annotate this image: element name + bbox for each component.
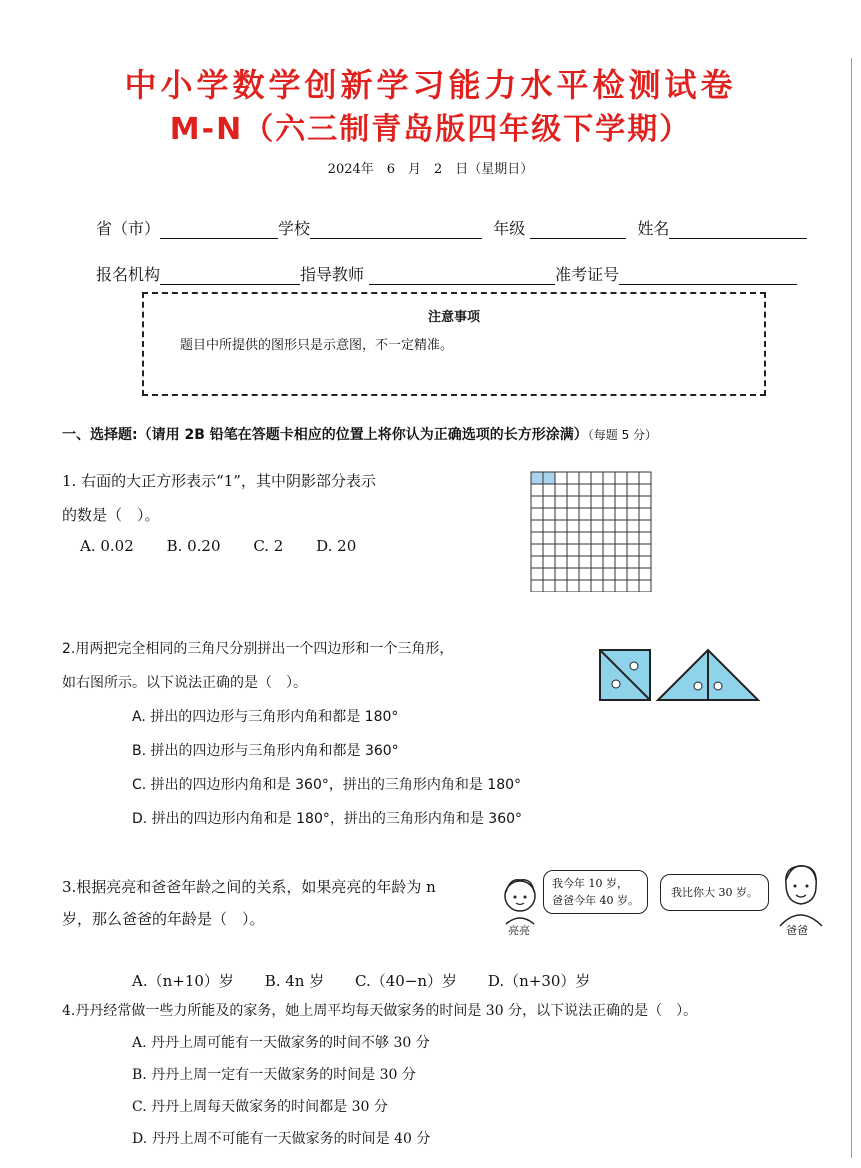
- q2-option-b[interactable]: B. 拼出的四边形与三角形内角和都是 360°: [132, 743, 399, 759]
- child-speech-line-1: 我今年 10 岁，: [552, 877, 628, 890]
- grid-cell: [567, 544, 579, 556]
- grid-cell: [603, 484, 615, 496]
- grid-cell: [591, 580, 603, 592]
- grid-cell: [531, 556, 543, 568]
- province-label: 省（市）: [96, 219, 161, 238]
- section-1-header: [62, 424, 657, 444]
- grid-cell: [567, 556, 579, 568]
- q4-text-1: 4.丹丹经常做一些力所能及的家务，她上周平均每天做家务的时间是 30 分，以下说法正确的是（ ）。: [62, 1003, 698, 1019]
- province-field[interactable]: [160, 222, 278, 239]
- q3-options: [132, 970, 590, 991]
- grid-cell: [591, 556, 603, 568]
- grid-cell: [639, 496, 651, 508]
- dad-label: 爸爸: [786, 924, 808, 937]
- grid-cell: [627, 484, 639, 496]
- grid-cell: [567, 532, 579, 544]
- grid-cell: [639, 484, 651, 496]
- dad-speech-line: 我比你大 30 岁。: [671, 886, 758, 899]
- grid-cell: [531, 496, 543, 508]
- exam-id-field[interactable]: [619, 268, 797, 285]
- grid-cell: [543, 580, 555, 592]
- q1-option-b[interactable]: B. 0.20: [166, 537, 221, 555]
- q3-option-c[interactable]: C.（40−n）岁: [355, 972, 458, 990]
- grid-cell: [615, 568, 627, 580]
- grid-cell: [627, 496, 639, 508]
- grid-cell: [615, 556, 627, 568]
- grid-cell: [579, 532, 591, 544]
- grid-cell: [639, 520, 651, 532]
- grid-cell: [603, 532, 615, 544]
- grid-cell: [639, 532, 651, 544]
- q1-option-d[interactable]: D. 20: [316, 537, 357, 555]
- grid-cell: [591, 544, 603, 556]
- teacher-label: 指导教师: [300, 265, 365, 284]
- grid-cell: [531, 568, 543, 580]
- grid-cell: [591, 568, 603, 580]
- grid-cells: [531, 472, 651, 592]
- grid-cell: [579, 472, 591, 484]
- notice-box: [142, 292, 766, 396]
- school-field[interactable]: [310, 222, 482, 239]
- q1-option-c[interactable]: C. 2: [253, 537, 284, 555]
- grid-cell: [555, 568, 567, 580]
- grid-cell: [603, 568, 615, 580]
- grid-cell: [591, 472, 603, 484]
- square-from-triangles: [600, 650, 650, 700]
- q4-option-d[interactable]: D. 丹丹上周不可能有一天做家务的时间是 40 分: [132, 1131, 431, 1147]
- grid-cell: [603, 544, 615, 556]
- grid-cell: [615, 532, 627, 544]
- grid-cell: [627, 580, 639, 592]
- grid-cell: [531, 532, 543, 544]
- grid-cell: [579, 556, 591, 568]
- shaded-grid-cell: [531, 472, 543, 484]
- shaded-grid-cell: [543, 472, 555, 484]
- grid-cell: [543, 532, 555, 544]
- grid-cell: [555, 520, 567, 532]
- page-edge-line: [851, 58, 852, 1158]
- grid-cell: [531, 520, 543, 532]
- q3-option-a[interactable]: A.（n+10）岁: [132, 972, 234, 990]
- grid-cell: [579, 508, 591, 520]
- institution-field[interactable]: [160, 268, 300, 285]
- q1-option-a[interactable]: A. 0.02: [80, 537, 134, 555]
- grid-cell: [603, 580, 615, 592]
- q3-option-b[interactable]: B. 4n 岁: [264, 972, 325, 990]
- grid-cell: [591, 508, 603, 520]
- grid-cell: [603, 472, 615, 484]
- child-label: 亮亮: [508, 924, 530, 937]
- grid-cell: [615, 496, 627, 508]
- grid-cell: [555, 496, 567, 508]
- grid-cell: [543, 508, 555, 520]
- grid-cell: [555, 544, 567, 556]
- grid-cell: [543, 544, 555, 556]
- grid-cell: [555, 532, 567, 544]
- grid-cell: [543, 556, 555, 568]
- school-label: 学校: [278, 219, 311, 238]
- grid-cell: [603, 520, 615, 532]
- grid-cell: [627, 472, 639, 484]
- grid-cell: [627, 544, 639, 556]
- grid-cell: [567, 580, 579, 592]
- grid-cell: [591, 496, 603, 508]
- grid-cell: [627, 532, 639, 544]
- grid-cell: [627, 508, 639, 520]
- dad-speech-bubble: [660, 874, 769, 911]
- grade-field[interactable]: [530, 222, 626, 239]
- grid-cell: [531, 580, 543, 592]
- grid-cell: [639, 472, 651, 484]
- grid-cell: [579, 580, 591, 592]
- name-label: 姓名: [637, 219, 670, 238]
- grid-cell: [591, 520, 603, 532]
- grid-cell: [639, 556, 651, 568]
- grid-cell: [603, 496, 615, 508]
- grid-cell: [579, 568, 591, 580]
- grid-cell: [639, 580, 651, 592]
- child-speech-bubble: [543, 870, 648, 914]
- grid-cell: [567, 508, 579, 520]
- q3-text-1: 3.根据亮亮和爸爸年龄之间的关系，如果亮亮的年龄为 n: [62, 878, 436, 896]
- grid-cell: [543, 496, 555, 508]
- q3-text-2: 岁，那么爸爸的年龄是（ ）。: [62, 910, 265, 928]
- grade-label: 年级: [493, 219, 526, 238]
- name-field[interactable]: [669, 222, 807, 239]
- q1-options: [80, 537, 356, 555]
- grid-cell: [579, 520, 591, 532]
- section-1-title: 一、选择题:（请用 2B 铅笔在答题卡相应的位置上将你认为正确选项的长方形涂满）: [62, 427, 588, 443]
- q2-option-c[interactable]: C. 拼出的四边形内角和是 360°，拼出的三角形内角和是 180°: [132, 777, 522, 793]
- exam-subtitle: M-N（六三制青岛版四年级下学期）: [169, 112, 692, 147]
- grid-cell: [591, 532, 603, 544]
- grid-cell: [615, 520, 627, 532]
- grid-cell: [567, 568, 579, 580]
- q2-option-d[interactable]: D. 拼出的四边形内角和是 180°，拼出的三角形内角和是 360°: [132, 811, 523, 827]
- grid-cell: [543, 568, 555, 580]
- q4-option-c[interactable]: C. 丹丹上周每天做家务的时间都是 30 分: [132, 1099, 388, 1115]
- info-row-2: [96, 262, 797, 285]
- dad-figure: [774, 860, 826, 928]
- grid-cell: [627, 568, 639, 580]
- exam-title: 中小学数学创新学习能力水平检测试卷: [124, 66, 737, 104]
- grid-cell: [579, 496, 591, 508]
- grid-cell: [555, 484, 567, 496]
- grid-cell: [555, 508, 567, 520]
- info-row-1: [96, 216, 807, 239]
- grid-cell: [603, 556, 615, 568]
- q3-option-d[interactable]: D.（n+30）岁: [487, 972, 591, 990]
- grid-cell: [591, 484, 603, 496]
- grid-cell: [555, 580, 567, 592]
- notice-body: 题目中所提供的图形只是示意图，不一定精准。: [180, 338, 454, 353]
- exam-date: 2024年 6 月 2 日（星期日）: [327, 162, 534, 177]
- grid-cell: [603, 508, 615, 520]
- grid-cell: [555, 556, 567, 568]
- grid-cell: [615, 484, 627, 496]
- grid-cell: [579, 484, 591, 496]
- grid-cell: [531, 544, 543, 556]
- grid-cell: [639, 544, 651, 556]
- grid-cell: [639, 568, 651, 580]
- big-triangle-from-triangles: [658, 650, 758, 700]
- teacher-field[interactable]: [369, 268, 555, 285]
- grid-cell: [627, 556, 639, 568]
- institution-label: 报名机构: [96, 265, 161, 284]
- q1-text-1: 1. 右面的大正方形表示“1”，其中阴影部分表示: [62, 472, 376, 490]
- grid-cell: [639, 508, 651, 520]
- section-1-note: （每题 5 分）: [587, 428, 658, 442]
- grid-cell: [579, 544, 591, 556]
- child-speech-line-2: 爸爸今年 40 岁。: [552, 894, 639, 907]
- grid-cell: [531, 508, 543, 520]
- grid-cell: [567, 472, 579, 484]
- grid-cell: [615, 580, 627, 592]
- grid-cell: [567, 496, 579, 508]
- grid-cell: [531, 484, 543, 496]
- q2-text-2: 如右图所示。以下说法正确的是（ ）。: [62, 675, 307, 691]
- q2-triangle-figure: [596, 646, 762, 702]
- grid-cell: [543, 484, 555, 496]
- grid-cell: [615, 508, 627, 520]
- q2-option-a[interactable]: A. 拼出的四边形与三角形内角和都是 180°: [132, 709, 399, 725]
- grid-cell: [615, 472, 627, 484]
- exam-id-label: 准考证号: [555, 265, 620, 284]
- grid-cell: [627, 520, 639, 532]
- grid-cell: [555, 472, 567, 484]
- grid-cell: [543, 520, 555, 532]
- q1-text-2: 的数是（ ）。: [62, 506, 160, 524]
- q2-text-1: 2.用两把完全相同的三角尺分别拼出一个四边形和一个三角形，: [62, 641, 454, 657]
- q1-grid-figure: [529, 470, 659, 592]
- q4-option-b[interactable]: B. 丹丹上周一定有一天做家务的时间是 30 分: [132, 1067, 416, 1083]
- grid-cell: [567, 484, 579, 496]
- grid-cell: [567, 520, 579, 532]
- notice-title: 注意事项: [427, 310, 480, 325]
- q4-option-a[interactable]: A. 丹丹上周可能有一天做家务的时间不够 30 分: [132, 1035, 430, 1051]
- grid-cell: [615, 544, 627, 556]
